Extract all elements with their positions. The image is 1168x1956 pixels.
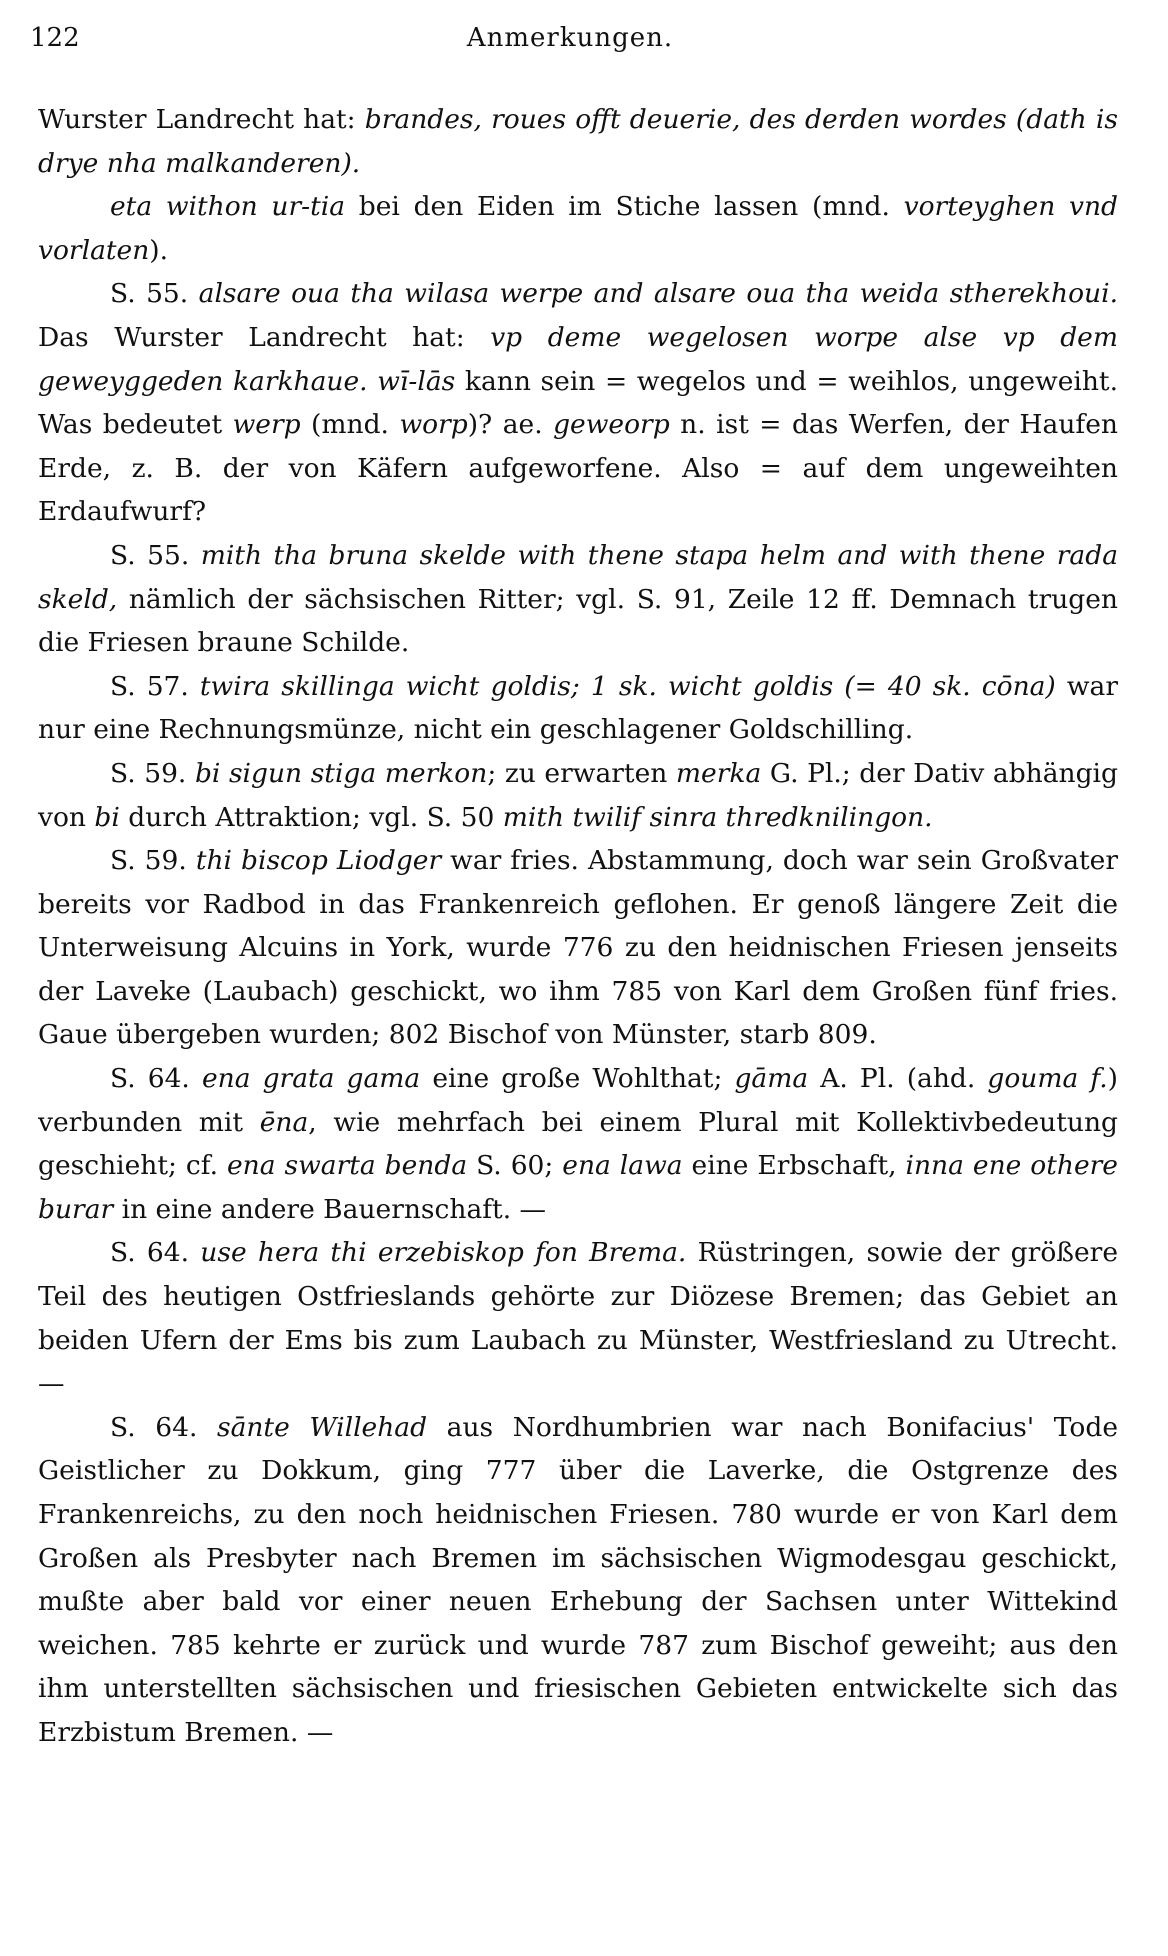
paragraph	[38, 1231, 1118, 1405]
text-run: S. 55.	[110, 278, 199, 310]
page-number: 122	[30, 23, 80, 53]
italic-term: vorteyghen vnd vorlaten	[38, 191, 1119, 266]
text-run: S. 64.	[110, 1411, 217, 1443]
text-run: S. 55.	[110, 539, 201, 571]
italic-term: ēna	[259, 1106, 309, 1138]
italic-term: mith tha bruna skelde with thene stapa helm and with thene rada skeld,	[38, 539, 1118, 615]
text-run: war nur eine Rechnungsmünze, nicht ein geschlagener Goldschilling.	[38, 670, 1118, 746]
italic-term: gouma f.	[987, 1063, 1108, 1095]
text-run: bei den Eiden im Stiche lassen (mnd.	[345, 191, 904, 223]
text-run: ).	[149, 234, 169, 266]
body-text	[38, 98, 1118, 1755]
italic-term: alsare oua tha wilasa werpe and alsare oua tha weida stherekhoui.	[198, 278, 1118, 310]
text-run: kann sein = wegelos und = weihlos, ungeweiht. Was bedeutet	[38, 365, 1118, 441]
text-run: eine große Wohlthat;	[420, 1063, 735, 1095]
paragraph	[38, 98, 1118, 185]
text-run: durch Attraktion; vgl. S. 50	[119, 801, 503, 833]
text-run: S. 59.	[110, 845, 196, 877]
italic-term: geweorp	[553, 409, 670, 441]
italic-term: twira skillinga wicht goldis; 1 sk. wicht goldis (= 40 sk. cōna)	[199, 670, 1056, 702]
text-run: )? ae.	[467, 409, 554, 441]
italic-term: eta withon ur-tia	[110, 191, 346, 223]
text-run: ; zu erwarten	[487, 757, 676, 789]
text-run: eine Erbschaft,	[682, 1150, 906, 1182]
text-run: n. ist = das Werfen, der Haufen Erde, z. B. der von Käfern aufgeworfene. Also = auf dem ungeweihten Erdaufwurf?	[38, 409, 1118, 528]
paragraph	[38, 1057, 1118, 1231]
text-run: ) verbunden mit	[38, 1063, 1119, 1138]
italic-term: mith twilif sinra thredknilingon.	[502, 801, 933, 833]
italic-term: gāma	[734, 1063, 809, 1095]
paragraph	[38, 665, 1118, 752]
text-run: A. Pl. (ahd.	[808, 1063, 988, 1095]
italic-term: sānte Willehad	[216, 1411, 428, 1443]
italic-term: use hera thi erzebiskop fon Brema.	[200, 1237, 687, 1269]
text-run: in eine andere Bauernschaft. —	[113, 1193, 547, 1225]
italic-term: werp	[232, 409, 301, 441]
text-run: S. 57.	[110, 670, 200, 702]
text-run: (mnd.	[300, 409, 400, 441]
paragraph	[38, 534, 1118, 665]
paragraph	[38, 1406, 1118, 1755]
italic-term: inna ene othere burar	[38, 1150, 1118, 1225]
italic-term: ena grata gama	[201, 1063, 421, 1095]
italic-term: bi	[94, 801, 120, 833]
running-title: Anmerkungen.	[466, 23, 674, 53]
italic-term: thi biscop Liodger	[195, 845, 442, 877]
text-run: nämlich der sächsischen Ritter; vgl. S. 91, Zeile 12 ff. Demnach trugen die Friesen braune Schilde.	[38, 583, 1118, 659]
paragraph	[38, 272, 1118, 534]
text-run: , wie mehrfach bei einem Plural mit Kollektivbedeutung geschieht; cf.	[38, 1106, 1118, 1182]
text-run: S. 64.	[110, 1237, 201, 1269]
italic-term: brandes, roues offt deuerie, des derden wordes (dath is drye nha malkanderen).	[38, 104, 1118, 179]
text-run: war fries. Abstammung, doch war sein Großvater bereits vor Radbod in das Frankenreich geflohen. Er genoß längere Zeit die Unterweisung Alcuins in York, wurde 776 zu den heidnischen Friesen jenseits der Laveke (Laubach) geschickt, wo ihm 785 von Karl dem Großen fünf fries. Gaue übergeben wurden; 802 Bischof von Münster, starb 809.	[38, 845, 1119, 1051]
text-run: S. 64.	[110, 1063, 202, 1095]
page-header	[30, 18, 1110, 58]
text-run: Rüstringen, sowie der größere Teil des heutigen Ostfrieslands gehörte zur Diözese Bremen; das Gebiet an beiden Ufern der Ems bis zum Laubach zu Münster, Westfriesland zu Utrecht. —	[38, 1237, 1119, 1400]
italic-term: ena swarta benda	[227, 1150, 468, 1182]
text-run: Wurster Landrecht hat:	[38, 104, 365, 135]
paragraph	[38, 839, 1118, 1057]
text-run: G. Pl.; der Dativ abhängig von	[38, 757, 1119, 833]
text-run: Das Wurster Landrecht hat:	[38, 321, 491, 353]
paragraph	[38, 752, 1118, 839]
paragraph	[38, 185, 1118, 272]
text-run: aus Nordhumbrien war nach Bonifacius' Tode Geistlicher zu Dokkum, ging 777 über die Laverke, die Ostgrenze des Frankenreichs, zu den noch heidnischen Friesen. 780 wurde er von Karl dem Großen als Presbyter nach Bremen im sächsischen Wigmodesgau geschickt, mußte aber bald vor einer neuen Erhebung der Sachsen unter Wittekind weichen. 785 kehrte er zurück und wurde 787 zum Bischof geweiht; aus den ihm unterstellten sächsischen und friesischen Gebieten entwickelte sich das Erzbistum Bremen. —	[38, 1411, 1118, 1748]
italic-term: vp deme wegelosen worpe alse vp dem geweyggeden karkhaue. wī-lās	[38, 321, 1118, 397]
text-run: S. 59.	[110, 757, 195, 789]
italic-term: bi sigun stiga merkon	[194, 757, 488, 789]
italic-term: ena lawa	[562, 1150, 683, 1182]
text-run: S. 60;	[467, 1150, 563, 1182]
italic-term: merka	[675, 757, 762, 789]
italic-term: worp	[399, 409, 468, 441]
